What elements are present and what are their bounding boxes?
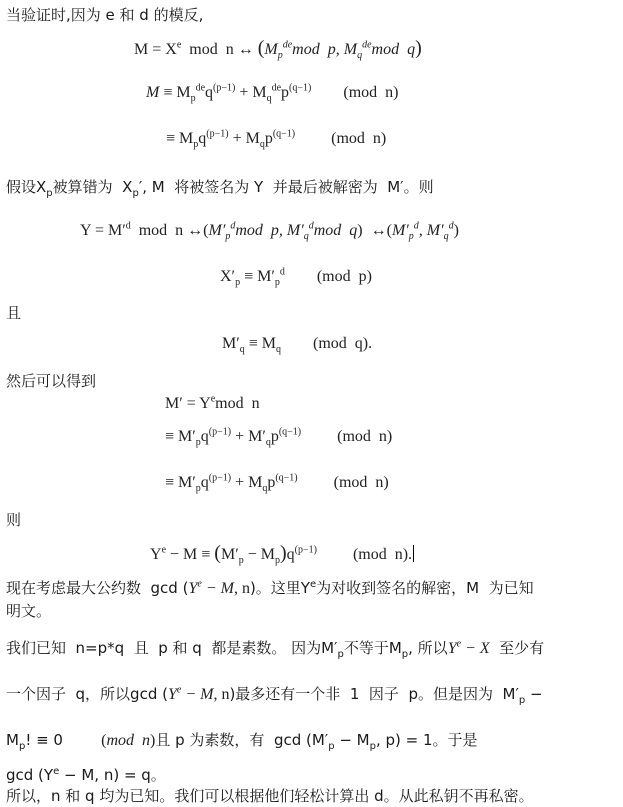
and-text: 且 xyxy=(6,304,22,322)
equation-1: $M = X^e$ mod n ↔ ($M_pdemod$ p, $M_qdemod$ q) xyxy=(134,37,422,62)
equation-4: $Y = M'^d$ mod n $\leftrightarrow(M'_p^dmod$ p, $M'_q^dmod$ q) $\leftrightarrow(M'_p^d$, $M'_q^d$) xyxy=(80,220,459,243)
equation-8: ≡ $M'_pq^{(p-1)} + M'_qp^{(q-1)}$ (mod n) xyxy=(165,426,393,449)
intro-text: 当验证时,因为 e 和 d 的模反, xyxy=(6,6,204,24)
equation-6: $M'_q \equiv M_q$ (mod q). xyxy=(222,335,373,356)
paragraph-1-line-2: 明文。 xyxy=(6,602,52,620)
paragraph-2-line-3: $M_p$! ≡ 0 (mod n)且 p 为素数，有 $\gcd (M'_p - M_p$, p) = 1。于是 xyxy=(6,731,478,752)
text-cursor xyxy=(413,545,414,562)
paragraph-2-line-4: $\gcd (Y^e - M$, n) = q。 xyxy=(6,766,166,784)
equation-10: $Y^e - M \equiv (M'_p - M_p)q^{(p-1)}$ (mod n). xyxy=(150,542,413,567)
equation-5: $X'_p \equiv M'_p^d$ (mod p) xyxy=(220,266,372,289)
equation-3: ≡ $M_pq^{(p-1)} + M_qp^{(q-1)}$ (mod n) xyxy=(166,128,387,151)
paragraph-2-line-5: 所以，n 和 q 均为已知。我们可以根据他们轻松计算出 d。从此私钥不再私密。 xyxy=(6,787,534,805)
paragraph-2-line-1: 我们已知 n=p*q 且 p 和 q 都是素数。 因为$M'_p$不等于$M_p$, 所以$Y^e - X$ 至少有 xyxy=(6,638,545,660)
then-text: 则 xyxy=(6,511,22,529)
then-get-text: 然后可以得到 xyxy=(6,372,97,390)
paragraph-1-line-1: 现在考虑最大公约数 $\gcd (Y^e - M$, n)。这里$Y^e$为对收到签名的解密，M 为已知 xyxy=(6,578,534,597)
paragraph-2-line-2: 一个因子 q，所以$\gcd (Y^e - M$, n)最多还有一个非 1 因子 p。但是因为 $M'_p$ − xyxy=(6,684,543,706)
equation-9: ≡ $M'_pq^{(p-1)} + M_qp^{(q-1)}$ (mod n) xyxy=(165,472,389,495)
equation-2: $M \equiv M_pdeq^{(p-1)} + M_qdep^{(q-1)}$ (mod n) xyxy=(146,82,399,105)
equation-7: $M' = Y^emod$ n xyxy=(165,393,260,412)
assumption-text: 假设$X_p$被算错为 $X_p'$, M 将被签名为 Y 并最后被解密为 M′。则 xyxy=(6,178,434,199)
